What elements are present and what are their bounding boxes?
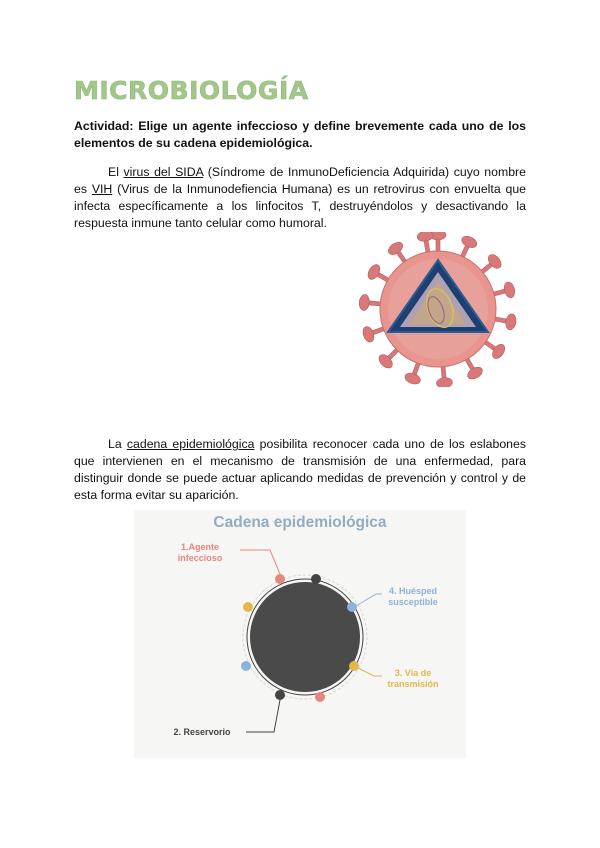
label-route: 3. Vía de transmisión	[387, 668, 439, 689]
paragraph-hiv	[74, 164, 526, 232]
text: posibilita reconocer cada uno de los eslabones que intervienen en el mecanismo de transmisión de una enfermedad, para distinguir donde se puede actuar aplicando medidas de prevención y control y de esta forma evitar su aparición.	[74, 437, 526, 502]
spike	[359, 294, 381, 312]
spike	[492, 281, 516, 302]
node-red-bottom	[315, 692, 325, 702]
text: La	[108, 437, 127, 451]
node-route	[349, 661, 359, 671]
label-agent: 1.Agente infeccioso	[177, 542, 223, 563]
text: (Virus de la Inmunodefiencia Humana) es un retrovirus con envuelta que infecta específicamente a los linfocitos T, destruyéndolos y desactivando la respuesta inmune tanto celular como humoral.	[74, 182, 527, 230]
spike	[416, 232, 435, 253]
node-agent	[275, 574, 285, 584]
paragraph-chain	[74, 436, 526, 504]
epidemiological-chain-diagram	[134, 510, 466, 758]
label-host: 4. Huésped susceptible	[388, 586, 438, 607]
node-dark-top	[311, 574, 321, 584]
link-cadena-epidemiologica[interactable]: cadena epidemiológica	[126, 437, 255, 451]
node-reservoir	[275, 690, 285, 700]
spike	[494, 311, 517, 330]
page-title: MICROBIOLOGÍA	[74, 76, 309, 105]
node-yellow-left	[243, 602, 253, 612]
label-reservoir: 2. Reservorio	[173, 727, 231, 737]
diagram-title: Cadena epidemiológica	[213, 514, 387, 531]
chain-center-disc	[250, 582, 360, 692]
link-vih[interactable]: VIH	[91, 182, 113, 196]
node-host	[347, 602, 357, 612]
text: El	[108, 165, 124, 179]
link-virus-sida[interactable]: virus del SIDA	[123, 165, 204, 179]
spike	[435, 366, 453, 387]
connector-reservoir	[246, 700, 280, 732]
node-blue-left	[241, 661, 251, 671]
activity-instruction: Actividad: Elige un agente infeccioso y define brevemente cada uno de los elementos de su cadena epidemiológica.	[74, 119, 526, 150]
text: (Síndrome de InmunoDeficiencia Adquirida) cuyo nombre es	[74, 165, 526, 196]
connector-agent	[240, 550, 280, 574]
hiv-virus-illustration	[358, 232, 518, 387]
